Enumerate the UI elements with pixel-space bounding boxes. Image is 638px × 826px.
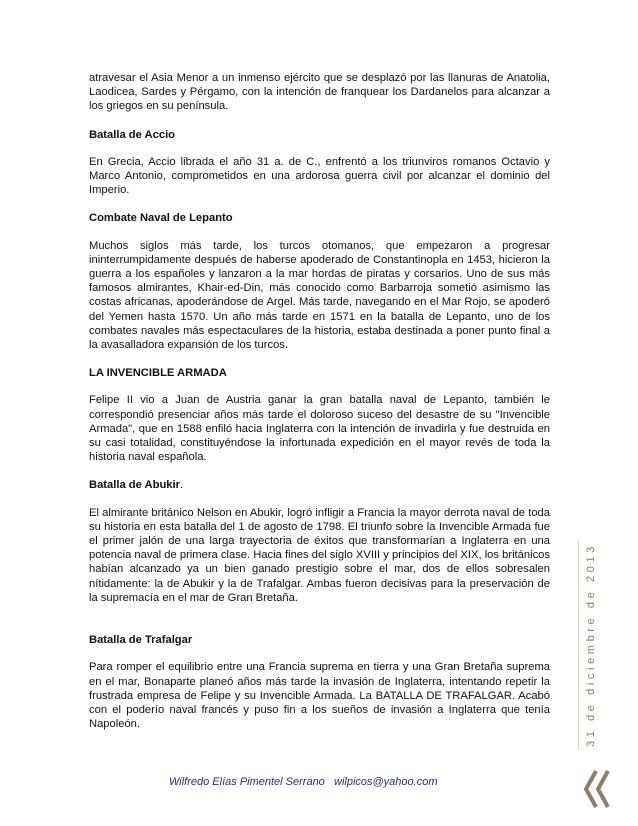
heading-abukir — [89, 478, 550, 492]
accio-paragraph: En Grecia, Accio librada el año 31 a. de C., enfrentó a los triunviros romanos Octavio y Marco Antonio, comprometidos en una ardorosa guerra civil por alcanzar el dominio del Imperio. — [89, 155, 550, 197]
heading-accio: Batalla de Accio — [89, 128, 176, 141]
abukir-paragraph: El almirante británico Nelson en Abukir, logró infligir a Francia la mayor derrota naval de toda su historia en esta batalla del 1 de agosto de 1798. El triunfo sobre la Invencible Armada fue el primer jalón de una larga trayectoria de éxitos que transformarían a Inglaterra en una potencia naval de primera clase. Hacia fines del siglo XVIII y principios del XIX, los británicos habían alcanzado ya un bien ganado prestigio sobre el mar, dos de ellos sobresalen nítidamente: la de Abukir y la de Trafalgar. Ambas fueron decisivas para la preservación de la supremacía en el mar de Gran Bretaña. — [89, 506, 550, 604]
heading-abukir-period: . — [179, 479, 184, 492]
heading-armada: LA INVENCIBLE ARMADA — [89, 367, 227, 380]
side-date: 31 de diciembre de 2013 — [585, 543, 597, 747]
footer-author: Wilfredo Elías Pimentel Serrano — [169, 776, 325, 788]
heading-trafalgar: Batalla de Trafalgar — [89, 634, 193, 647]
footer-email: wilpicos@yahoo.com — [334, 776, 438, 788]
lepanto-paragraph: Muchos siglos más tarde, los turcos otomanos, que empezaron a progresar ininterrumpidamente después de haberse apoderado de Constantinopla en 1453, hicieron la guerra a los españoles y lanzaron a la mar hordas de piratas y corsarios. Uno de sus más famosos almirantes, Khair-ed-Din, más conocido como Barbarroja sometió asimismo las costas africanas, apoderándose de Argel. Más tarde, navegando en el Mar Rojo, se apoderó del Yemen hasta 1570. Un año más tarde en 1571 en la batalla de Lepanto, uno de los combates navales más espectaculares de la historia, estaba destinada a poner punto final a la avasalladora expansión de los turcos. — [89, 239, 550, 352]
heading-lepanto: Combate Naval de Lepanto — [89, 212, 233, 225]
document-body — [89, 71, 550, 745]
heading-abukir-text: Batalla de Abukir — [89, 479, 180, 492]
double-chevron-icon — [582, 767, 618, 816]
armada-paragraph: Felipe II vio a Juan de Austria ganar la gran batalla naval de Lepanto, también le correspondió presenciar años más tarde el doloroso suceso del desastre de su "Invencible Armada", que en 1588 enfiló hacia Inglaterra con la intención de invadirla y fue destruida en su casi totalidad, constituyéndose la infortunada expedición en el mayor revés de toda la historia naval española. — [89, 394, 550, 464]
side-divider — [578, 540, 579, 750]
intro-paragraph: atravesar el Asia Menor a un inmenso ejército que se desplazó por las llanuras de Anatolia, Laodicea, Sardes y Pérgamo, con la intención de franquear los Dardanelos para alcanzar a los griegos en su península. — [89, 72, 550, 113]
trafalgar-paragraph: Para romper el equilibrio entre una Francia suprema en tierra y una Gran Bretaña suprema en el mar, Bonaparte planeó años más tarde la invasión de Inglaterra, intentando repetir la frustrada empresa de Felipe y su Invencible Armada. La BATALLA DE TRAFALGAR. Acabó con el poderío naval francés y puso fin a los sueños de invasión a Inglaterra que tenía Napoleón. — [89, 661, 550, 731]
